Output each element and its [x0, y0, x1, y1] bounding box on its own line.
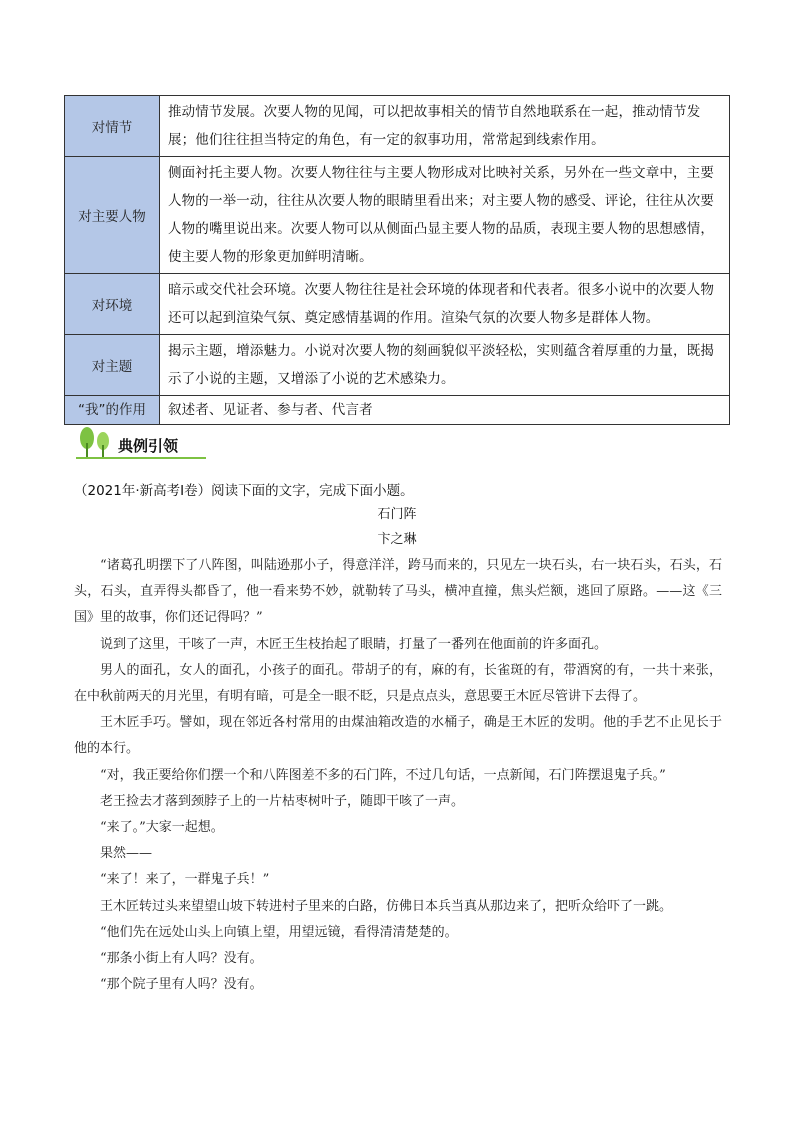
table-row	[65, 335, 730, 396]
story-body	[74, 553, 722, 998]
story-paragraph: “来了！来了，一群鬼子兵！”	[100, 872, 270, 888]
story-paragraph: 说到了这里，干咳了一声，木匠王生枝抬起了眼睛，打量了一番列在他面前的许多面孔。	[100, 636, 608, 652]
story-paragraph: 男人的面孔，女人的面孔，小孩子的面孔。带胡子的有，麻的有，长雀斑的有，带酒窝的有，一共十来张，在中秋前两天的月光里，有明有暗，可是全一眼不眨，只是点点头，意思要王木匠尽管讲下去得了。	[74, 662, 722, 705]
row-content: 推动情节发展。次要人物的见闻，可以把故事相关的情节自然地联系在一起，推动情节发展；他们往往担当特定的角色，有一定的叙事功用，常常起到线索作用。	[160, 96, 730, 157]
row-header: 对情节	[65, 96, 160, 157]
story-title: 石门阵	[377, 507, 417, 522]
story-author: 卞之琳	[377, 532, 417, 547]
story-paragraph: “他们先在远处山头上向镇上望，用望远镜，看得清清楚楚的。	[100, 924, 458, 940]
row-content: 暗示或交代社会环境。次要人物往往是社会环境的体现者和代表者。很多小说中的次要人物还可以起到渲染气氛、奠定感情基调的作用。渲染气氛的次要人物多是群体人物。	[160, 274, 730, 335]
row-content: 揭示主题，增添魅力。小说对次要人物的刻画貌似平淡轻松，实则蕴含着厚重的力量，既揭示了小说的主题，又增添了小说的艺术感染力。	[160, 335, 730, 396]
story-paragraph: “那个院子里有人吗？没有。	[100, 977, 263, 993]
story-paragraph: “来了。”大家一起想。	[100, 820, 224, 836]
story-paragraph: “那条小街上有人吗？没有。	[100, 951, 263, 967]
story-paragraph: 果然——	[100, 846, 153, 862]
story-paragraph: 老王捡去才落到颈脖子上的一片枯枣树叶子，随即干咳了一声。	[100, 793, 465, 809]
section-title: 典例引领	[118, 437, 179, 455]
section-heading	[74, 425, 214, 465]
row-header: 对主题	[65, 335, 160, 396]
row-content: 叙述者、见证者、参与者、代言者	[160, 396, 730, 425]
row-content: 侧面衬托主要人物。次要人物往往与主要人物形成对比映衬关系，另外在一些文章中，主要人物的一举一动，往往从次要人物的眼睛里看出来；对主要人物的感受、评论，往往从次要人物的嘴里说出来。次要人物可以从侧面凸显主要人物的品质，表现主要人物的思想感情，使主要人物的形象更加鲜明清晰。	[160, 157, 730, 274]
story-paragraph: 王木匠转过头来望望山坡下转进村子里来的白路，仿佛日本兵当真从那边来了，把听众给吓了一跳。	[100, 898, 673, 914]
row-header: 对主要人物	[65, 157, 160, 274]
story-paragraph: 王木匠手巧。譬如，现在邻近各村常用的由煤油箱改造的水桶子，确是王木匠的发明。他的手艺不止见长于他的本行。	[74, 715, 722, 757]
question-intro: （2021年·新高考Ⅰ卷）阅读下面的文字，完成下面小题。	[74, 483, 414, 499]
row-header: 对环境	[65, 274, 160, 335]
story-paragraph: “诸葛孔明摆下了八阵图，叫陆逊那小子，得意洋洋，跨马而来的，只见左一块石头，右一块石头，石头，石头，石头，直弄得头都昏了，他一看来势不妙，就勒转了马头，横冲直撞，焦头烂额，逃回了原路。——这《三国》里的故事，你们还记得吗？”	[74, 558, 722, 626]
table-row	[65, 96, 730, 157]
table-row	[65, 274, 730, 335]
story-paragraph: “对，我正要给你们摆一个和八阵图差不多的石门阵，不过几句话，一点新闻，石门阵摆退鬼子兵。”	[100, 767, 666, 783]
row-header: “我”的作用	[65, 396, 160, 425]
table-row	[65, 396, 730, 425]
table-row	[65, 157, 730, 274]
secondary-character-function-table	[64, 95, 730, 425]
